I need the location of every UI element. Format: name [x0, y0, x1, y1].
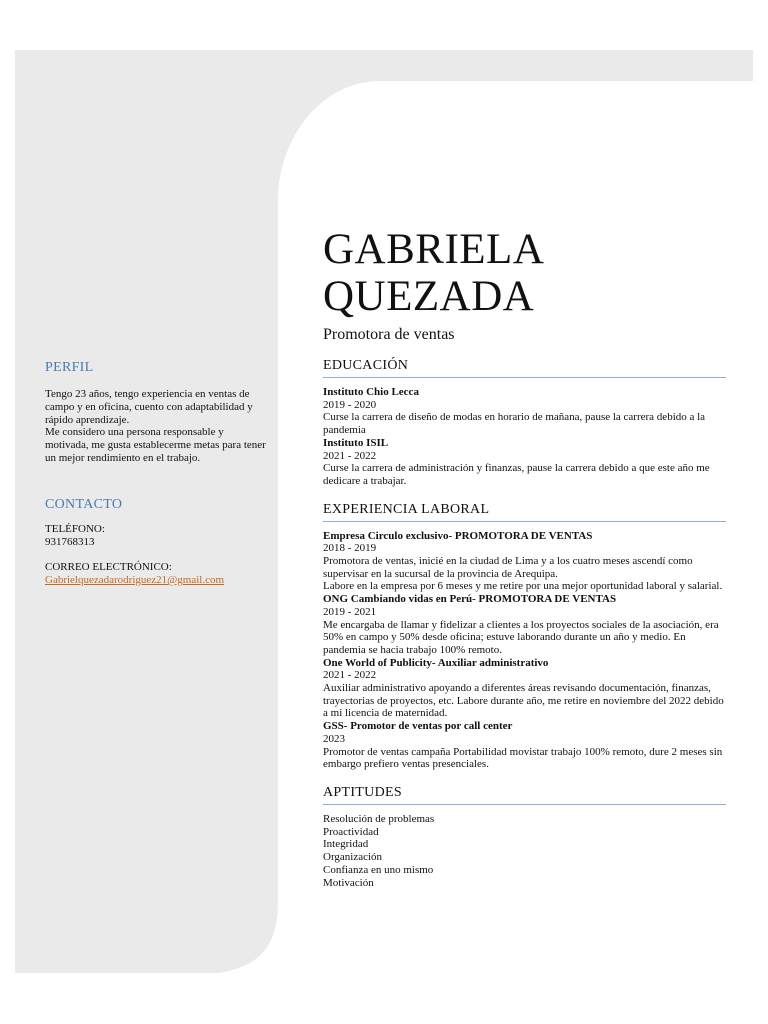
skill-item: Integridad [323, 838, 369, 851]
education-desc: Curse la carrera de administración y finanzas, pause la carrera debido a que este año me dedicare a trabajar. [323, 462, 710, 487]
skills-heading: APTITUDES [323, 785, 726, 805]
education-item [323, 386, 726, 437]
profile-paragraph-1: Tengo 23 años, tengo experiencia en ventas de campo y en oficina, cuento con adaptabilidad y rápido aprendizaje. [45, 388, 253, 426]
education-title: Instituto ISIL [323, 436, 389, 449]
skill-item: Motivación [323, 876, 374, 889]
skill-item: Resolución de problemas [323, 812, 435, 825]
experience-dates: 2023 [323, 732, 345, 745]
education-heading: EDUCACIÓN [323, 358, 726, 378]
experience-desc: Promotor de ventas campaña Portabilidad movistar trabajo 100% remoto, dure 2 meses sin embargo prefiero ventas presenciales. [323, 745, 723, 771]
experience-desc: Auxiliar administrativo apoyando a diferentes áreas revisando documentación, finanzas, trayectorias de proyectos, etc. Labore durante año, me retire en noviembre del 2022 debido a mi licencia de maternidad. [323, 682, 724, 720]
experience-dates: 2018 - 2019 [323, 542, 377, 555]
email-link[interactable]: Gabrielquezadarodriguez21@gmail.com [45, 574, 225, 587]
experience-item [323, 720, 726, 771]
skills-list [323, 813, 726, 889]
profile-text [45, 388, 270, 465]
experience-item [323, 593, 726, 657]
education-item [323, 437, 726, 488]
full-name [323, 226, 726, 320]
profile-heading: PERFIL [45, 360, 94, 375]
contact-heading: CONTACTO [45, 496, 123, 512]
skill-item: Organización [323, 851, 383, 864]
main-content [323, 226, 726, 889]
education-dates: 2021 - 2022 [323, 449, 377, 462]
experience-heading: EXPERIENCIA LABORAL [323, 502, 726, 522]
education-title: Instituto Chio Lecca [323, 386, 419, 398]
experience-title: Empresa Circulo exclusivo- PROMOTORA DE VENTAS [323, 529, 593, 542]
experience-item [323, 530, 726, 594]
experience-item [323, 657, 726, 721]
education-dates: 2019 - 2020 [323, 398, 377, 411]
experience-dates: 2019 - 2021 [323, 605, 377, 618]
sidebar [45, 360, 270, 587]
email-label: CORREO ELECTRÓNICO: [45, 561, 172, 574]
skill-item: Confianza en uno mismo [323, 863, 434, 876]
experience-dates: 2021 - 2022 [323, 669, 377, 682]
phone-label: TELÉFONO: [45, 522, 105, 535]
first-name: GABRIELA [323, 226, 545, 273]
skill-item: Proactividad [323, 825, 379, 838]
contact-block [45, 523, 270, 587]
experience-desc: Promotora de ventas, inicié en la ciudad de Lima y a los cuatro meses ascendí como supervisar en la sucursal de la provincia de Arequipa. [323, 555, 693, 580]
experience-title: One World of Publicity- Auxiliar administrativo [323, 656, 549, 669]
profile-paragraph-2: Me considero una persona responsable y motivada, me gusta establecerme metas para tener un mejor rendimiento en el trabajo. [45, 426, 266, 464]
experience-desc: Me encargaba de llamar y fidelizar a clientes a los proyectos sociales de la asociación, era 50% en campo y 50% desde oficina; estuve laborando durante un año y medio. En pandemia se hacia trabajo 100% remoto. [323, 618, 719, 656]
education-desc: Curse la carrera de diseño de modas en horario de mañana, pause la carrera debido a la pandemia [323, 411, 706, 437]
experience-desc-2: Labore en la empresa por 6 meses y me retire por una mejor oportunidad laboral y salarial. [323, 580, 723, 593]
job-title: Promotora de ventas [323, 326, 455, 343]
last-name: QUEZADA [323, 273, 535, 320]
experience-title: GSS- Promotor de ventas por call center [323, 720, 513, 733]
experience-title: ONG Cambiando vidas en Perú- PROMOTORA DE VENTAS [323, 593, 617, 606]
phone-value: 931768313 [45, 535, 95, 548]
